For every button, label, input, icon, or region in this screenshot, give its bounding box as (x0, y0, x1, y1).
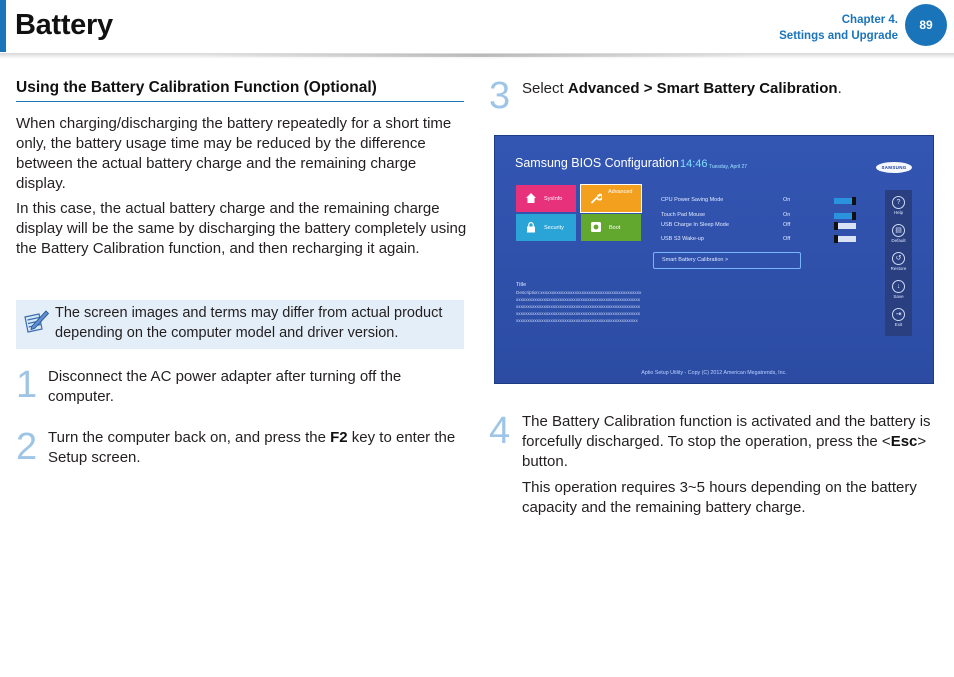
bios-setting-value: Off (783, 236, 791, 242)
bios-tile-label: Boot (609, 225, 621, 231)
bios-toggle-usb-charge[interactable] (834, 223, 856, 229)
intro-paragraph-1: When charging/discharging the battery repeatedly for a short time only, the battery usage time may be reduced by the difference between the actual battery charge and the remaining charge display. (16, 115, 452, 192)
bios-toggle-cpu-power-saving[interactable] (834, 198, 856, 204)
bios-tile-sysinfo[interactable] (516, 185, 576, 212)
bios-tile-label: Security (544, 225, 564, 231)
samsung-logo: SAMSUNG (876, 162, 912, 173)
wrench-icon (590, 192, 602, 204)
bios-description: Description:xxxxxxxxxxxxxxxxxxxxxxxxxxxxxxxxxxxxxxxxxxxxxxxxxxxxxxxxxxxxxxxxxxxxxxxxxxxxxxxxxxxxxxxxxxxxxxxxxxxxxxxxxxxxxxxxxxxxxxxxxxxxxxxxxxxxxxxxxxxxxxxxxxxxxxxxxxxxxxxxxxxxxxxxxxxxxxxxxxxxxxxxxxxxxxxxxxxxxxxxxxxxxxxxxxxxxxxxxxxxxxxxxxxxxxxxxxxxxxxxxxxxxxxxxxxxxxxxxxx (516, 290, 642, 324)
bios-toggle-touch-pad[interactable] (834, 213, 856, 219)
bios-side-label: Exit (894, 322, 903, 327)
chapter-title: Settings and Upgrade (779, 30, 898, 42)
save-icon: ↓ (892, 280, 905, 293)
bios-tile-boot[interactable] (581, 214, 641, 241)
bios-tile-label: SysInfo (544, 196, 563, 202)
disk-icon (590, 221, 602, 233)
section-underline (16, 101, 464, 102)
step-4-text-before: The Battery Calibration function is activated and the battery is forcefully discharged. To stop the operation, press the < (522, 413, 931, 450)
bios-setting-value: On (783, 197, 791, 203)
bios-default-button[interactable] (885, 224, 912, 243)
chapter-number: Chapter 4. (841, 14, 898, 26)
section-heading: Using the Battery Calibration Function (Optional) (16, 79, 377, 96)
note-pencil-icon (22, 307, 50, 335)
restore-icon: ↺ (892, 252, 905, 265)
step-3-text (522, 79, 942, 99)
bios-tile-advanced[interactable] (581, 185, 641, 212)
bios-footer: Aptio Setup Utility - Copy (C) 2012 American Megatrends, Inc. (641, 370, 787, 376)
step-3-separator: > (639, 80, 657, 97)
bios-tile-security[interactable] (516, 214, 576, 241)
bios-toggle-usb-wake[interactable] (834, 236, 856, 242)
smart-battery-calibration-link[interactable]: Smart Battery Calibration > (653, 252, 801, 269)
step-4-number: 4 (489, 410, 511, 452)
bios-side-label: Restore (890, 266, 907, 271)
bios-desc-title: Title (516, 282, 527, 288)
step-4-key: Esc (890, 433, 918, 450)
bios-restore-button[interactable] (885, 252, 912, 271)
step-2-number: 2 (16, 426, 38, 468)
step-2-text-before: Turn the computer back on, and press the (48, 429, 331, 446)
bios-setting-label: CPU Power Saving Mode (661, 197, 724, 203)
step-1-text: Disconnect the AC power adapter after turning off the computer. (48, 368, 402, 405)
bios-tile-label: Advanced (608, 189, 633, 195)
bios-screenshot (495, 136, 933, 383)
note-text: The screen images and terms may differ from actual product depending on the computer model and driver version. (55, 305, 443, 341)
step-2-text-after: key to enter the Setup screen. (48, 429, 456, 466)
step-4-text (522, 412, 937, 472)
bios-setting-value: On (783, 212, 791, 218)
lock-icon (525, 221, 537, 233)
bios-date: Tuesday, April 27 (709, 164, 748, 170)
bios-setting-value: Off (783, 222, 791, 228)
bios-side-label: Default (891, 238, 906, 243)
step-1-number: 1 (16, 364, 38, 406)
bios-side-label: Save (893, 294, 904, 299)
house-icon (525, 192, 537, 204)
bios-setting-label: USB S3 Wake-up (661, 236, 704, 242)
step-3-number: 3 (489, 75, 511, 117)
default-icon: ▤ (892, 224, 905, 237)
bios-save-button[interactable] (885, 280, 912, 299)
step-3-menu-advanced: Advanced (567, 80, 640, 97)
bios-setting-label: USB Charge In Sleep Mode (661, 222, 729, 228)
bios-side-panel (885, 190, 912, 336)
page-title: Battery (15, 9, 113, 41)
step-3-text-before: Select (522, 80, 568, 97)
header-accent-bar (0, 0, 6, 52)
chapter-label (779, 12, 898, 44)
bios-side-label: Help (893, 210, 904, 215)
bios-time: 14:46 (680, 158, 708, 170)
bios-exit-button[interactable] (885, 308, 912, 327)
bios-title: Samsung BIOS Configuration (515, 156, 679, 170)
exit-icon: ⇥ (892, 308, 905, 321)
step-2-text (48, 428, 468, 468)
step-2-key: F2 (330, 429, 348, 446)
step-3-text-after: . (837, 80, 842, 97)
step-4-text-after: > button. (522, 433, 927, 470)
intro-paragraph-2: In this case, the actual battery charge and the remaining charge display will be the same by discharging the battery completely using the Battery Calibration function, and then recharging it again. (16, 200, 467, 257)
step-4-duration-note: This operation requires 3~5 hours depending on the battery capacity and the remaining battery charge. (522, 479, 917, 516)
step-3-menu-calibration: Smart Battery Calibration (656, 80, 838, 97)
bios-help-button[interactable] (885, 196, 912, 215)
bios-setting-label: Touch Pad Mouse (661, 212, 706, 218)
page-number-badge: 89 (905, 4, 947, 46)
help-icon: ? (892, 196, 905, 209)
header-divider-shadow (200, 54, 760, 57)
